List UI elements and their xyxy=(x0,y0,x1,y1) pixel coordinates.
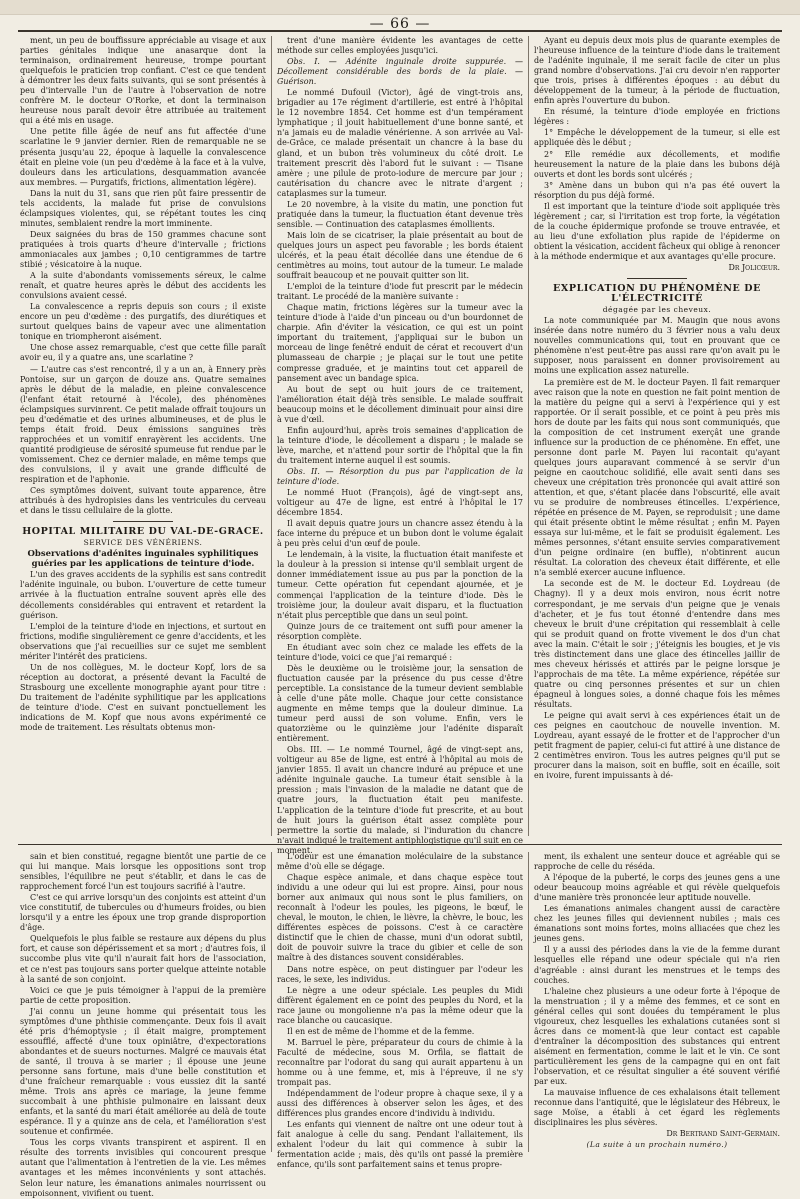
paragraph: La première est de M. le docteur Payen. Il fait remarquer avec raison que la note en question ne fait point mention de la matière du peigne qui a servi à l'expérience qui y est rapportée. Or il serait possible, et ce point à peu près mis hors de doute par les faits qui nous sont communiqués, que la composition de cet instrument exerçât une grande influence sur la production de ce phénomène. En effet, une personne dont parle M. Payen lui racontait qu'ayant quelques jours auparavant commencé à se servir d'un peigne en caoutchouc solidifié, elle avait senti dans ses cheveux une crépitation très prononcée qui avait attiré son attention, et que, s'étant placée dans l'obscurité, elle avait vu se produire de nombreuses étincelles. L'expérience, répétée en présence de M. Payen, se reproduisit ; une dame qui était présente obtint le même résultat ; enfin M. Payen essaya sur lui-même, et le fait se produisit également. Les mêmes personnes, s'étant ensuite servies comparativement d'un peigne ordinaire (en buffle), n'obtinrent aucun résultat. La coloration des cheveux était différente, et elle n'a semblé exercer aucune influence. xyxy=(534,377,780,578)
paragraph: L'emploi de la teinture d'iode fut prescrit par le médecin traitant. Le procédé de la manière suivante : xyxy=(277,282,523,302)
column-3-lower xyxy=(534,852,780,1152)
paragraph: Ces symptômes doivent, suivant toute apparence, être attribués à des hydropisies dans les ventricules du cerveau et dans le tissu cellulaire de la glotte. xyxy=(20,486,266,516)
paragraph: La convalescence a repris depuis son cours ; il existe encore un peu d'œdème : des purgatifs, des diurétiques et surtout quelques bains de vapeur avec une alimentation tonique en triompheront aisément. xyxy=(20,302,266,342)
paragraph: A l'époque de la puberté, le corps des jeunes gens a une odeur beaucoup moins agréable et qui révèle quelquefois d'une manière très prononcée leur aptitude nouvelle. xyxy=(534,873,780,903)
paragraph: En résumé, la teinture d'iode employée en frictions légères : xyxy=(534,107,780,127)
paragraph: Chaque espèce animale, et dans chaque espèce tout individu a une odeur qui lui est propre. Ainsi, pour nous borner aux animaux qui nous sont le plus familiers, on reconnaît à l'odeur les poules, les pigeons, le bœuf, le cheval, le mouton, le chien, le lièvre, la chèvre, le bouc, les différentes espèces de poissons. C'est à ce caractère distinctif que le chien de chasse, muni d'un odorat subtil, doit de pouvoir suivre la trace du gibier et celle de son maître à des distances souvent considérables. xyxy=(277,873,523,963)
column-divider xyxy=(528,36,529,836)
column-3-upper xyxy=(534,36,780,836)
column-1-upper xyxy=(20,36,266,836)
column-divider xyxy=(271,36,272,836)
paragraph: Tous les corps vivants transpirent et aspirent. Il en résulte des torrents invisibles qui concourent presque autant que l'alimentation à l'entretien de la vie. Les mêmes avantages et les mêmes inconvénients y sont attachés. Selon leur nature, les émanations animales nourrissent ou empoisonnent, vivifient ou tuent. xyxy=(20,1138,266,1198)
paragraph: La mauvaise influence de ces exhalaisons était tellement reconnue dans l'antiquité, que le législateur des Hébreux, le sage Moïse, a établi à cet égard les règlements disciplinaires les plus sévères. xyxy=(534,1088,780,1128)
column-1-lower xyxy=(20,852,266,1198)
paragraph: ment, un peu de bouffissure appréciable au visage et aux parties génitales indique une anasarque dont la terminaison, ordinairement heureuse, trompe pourtant quelquefois le praticien trop confiant. C'est ce que tendent à démontrer les deux faits suivants, qui se sont présentés à peu d'intervalle l'un de l'autre à l'observation de notre confrère M. le docteur O'Rorke, et dont la terminaison heureuse nous paraît devoir être attribuée au traitement qui a été mis en usage. xyxy=(20,36,266,126)
paragraph: La seconde est de M. le docteur Ed. Loydreau (de Chagny). Il y a deux mois environ, nous écrit notre correspondant, je me servais d'un peigne que je venais d'acheter, et je fus tout étonné d'entendre dans mes cheveux le bruit d'une crépitation qui ressemblait à celle qui se produit quand on frotte vivement le dos d'un chat avec la main. C'était le soir ; j'éteignis les bougies, et je vis très distinctement dans une glace des étincelles jaillir de mes cheveux hérissés et attirés par le peigne lorsque je l'approchais de ma tête. La même expérience, répétée sur quatre ou cinq personnes présentes et sur un chien épagneul à longues soies, a donné chaque fois les mêmes résultats. xyxy=(534,579,780,709)
paragraph: Il y a aussi des périodes dans la vie de la femme durant lesquelles elle répand une odeur spéciale qui n'a rien d'agréable : ainsi durant les menstrues et le temps des couches. xyxy=(534,945,780,985)
observation-2-title: Obs. II. — Résorption du pus par l'application de la teinture d'iode. xyxy=(277,466,523,487)
paragraph: Il en est de même de l'homme et de la femme. xyxy=(287,1026,475,1036)
column-2-upper xyxy=(277,36,523,855)
paragraph: Le lendemain, à la visite, la fluctuation était manifeste et la douleur à la pression si intense qu'il semblait urgent de donner immédiatement issue au pus par la ponction de la tumeur. Cette opération fut cependant ajournée, et je commençai l'application de la teinture d'iode. Dès le troisième jour, la douleur avait disparu, et la fluctuation n'était plus perceptible que dans un seul point. xyxy=(277,550,523,620)
paragraph: L'emploi de la teinture d'iode en injections, et surtout en frictions, modifie singulièrement ce genre d'accidents, et les observations que j'ai recueillies sur ce sujet me semblent mériter l'intérêt des praticiens. xyxy=(20,621,266,661)
paragraph: trent d'une manière évidente les avantages de cette méthode sur celles employées jusqu'ici. xyxy=(277,36,523,56)
paragraph: Il avait depuis quatre jours un chancre assez étendu à la face interne du prépuce et un bubon dont le volume égalait à peu près celui d'un œuf de poule. xyxy=(277,519,523,549)
paragraph: Chaque matin, frictions légères sur la tumeur avec la teinture d'iode à l'aide d'un pinceau ou d'un bourdonnet de charpie. Afin d'éviter la vésication, ce qui est un point important du traitement, j'appliquai sur le bubon un morceau de linge fenêtré enduit de cérat et recouvert d'un plumasseau de charpie ; je plaçai sur le tout une petite compresse graduée, et je maintins tout cet appareil de pansement avec un bandage spica. xyxy=(277,303,523,383)
paragraph: A la suite d'abondants vomissements séreux, le calme renaît, et quatre heures après le début des accidents les convulsions avaient cessé. xyxy=(20,271,266,301)
paragraph: C'est ce qui arrive lorsqu'un des conjoints est atteint d'un vice constitutif, de tubercules ou d'humeurs froides, ou bien lorsqu'il y a entre les époux une trop grande disproportion d'âge. xyxy=(20,893,266,933)
paragraph: Dans notre espèce, on peut distinguer par l'odeur les races, le sexe, les individus. xyxy=(277,964,523,984)
paragraph: En étudiant avec soin chez ce malade les effets de la teinture d'iode, voici ce que j'ai remarqué : xyxy=(277,642,523,662)
section-rule xyxy=(627,278,687,279)
scan-top-edge xyxy=(0,0,800,15)
section-rule xyxy=(113,521,173,522)
paragraph: ment, ils exhalent une senteur douce et agréable qui se rapproche de celle du réséda. xyxy=(534,852,780,872)
explication-subheading: dégagée par les cheveux. xyxy=(602,305,712,315)
paragraph: Indépendamment de l'odeur propre à chaque sexe, il y a aussi des différences à observer selon les âges, et des différences plus grandes encore d'individu à individu. xyxy=(277,1089,523,1119)
paragraph: Mais loin de se cicatriser, la plaie présentait au bout de quelques jours un aspect peu favorable ; les bords étaient ulcérés, et la peau était décollée dans une étendue de 6 centimètres au moins, tout autour de la tumeur. Le malade souffrait beaucoup et ne pouvait quitter son lit. xyxy=(277,230,523,281)
paragraph: Quelquefois le plus faible se restaure aux dépens du plus fort, et cause son dépérissement et sa mort ; d'autres fois, il succombe plus vite qu'il n'aurait fait hors de l'association, et ce n'est pas toujours sans porter quelque atteinte notable à la santé de son conjoint. xyxy=(20,934,266,984)
paragraph: L'haleine chez plusieurs a une odeur forte à l'époque de la menstruation ; il y a même des femmes, et ce sont en général celles qui sont douées du tempérament le plus vigoureux, chez lesquelles les exhalations cutanées sont si âcres dans ce moment-là que leur contact est capable d'entraîner la décomposition des substances qui entrent aisément en fermentation, comme le lait et le vin. Ce sont particulièrement les gens de la campagne qui en ont fait l'observation, et ce résultat singulier a été souvent vérifié par eux. xyxy=(534,986,780,1087)
paragraph: M. Barruel le père, préparateur du cours de chimie à la Faculté de médecine, sous M. Orfila, se flattait de reconnaître par l'odorat du sang qui aurait appartenu à un homme ou à une femme, et, mis à l'épreuve, il ne s'y trompait pas. xyxy=(277,1037,523,1088)
column-divider xyxy=(271,852,272,1152)
paragraph: Une petite fille âgée de neuf ans fut affectée d'une scarlatine le 9 janvier dernier. Rien de remarquable ne se présenta jusqu'au 22, époque à laquelle la convalescence était en pleine voie (un peu d'œdème à la face et à la vulve, douleurs dans les articulations, desquammation avancée aux membres. — Purgatifs, frictions, alimentation légère). xyxy=(20,127,266,187)
paragraph: Quinze jours de ce traitement ont suffi pour amener la résorption complète. xyxy=(277,621,523,641)
paragraph: Dès le deuxième ou le troisième jour, la sensation de fluctuation causée par la présence du pus cesse d'être perceptible. La consistance de la tumeur devient semblable à celle d'une pâte molle. Chaque jour cette consistance augmente en même temps que la douleur diminue. La tumeur perd aussi de son volume. Enfin, vers le quatorzième ou le quinzième jour l'adénite disparaît entièrement. xyxy=(277,663,523,744)
paragraph: 2° Elle remédie aux décollements, et modifie heureusement la nature de la plaie dans les bubons déjà ouverts et dont les bords sont ulcérés ; xyxy=(534,149,780,179)
paragraph: Il est important que la teinture d'iode soit appliquée très légèrement ; car, si l'irritation est trop forte, la végétation de la couche épidermique profonde se trouve entravée, et au lieu d'une exfoliation plus rapide de l'épiderme on obtient la vésication, accident fâcheux qui oblige à renoncer à la méthode endermique et aux avantages qu'elle procure. xyxy=(534,201,780,261)
paragraph: L'un des graves accidents de la syphilis est sans contredit l'adénite inguinale, ou bubon. L'ouverture de cette tumeur arrivée à la fluctuation entraîne souvent après elle des décollements considérables qui entravent et retardent la guérison. xyxy=(20,570,266,620)
paragraph: Le nommé Dufouil (Victor), âgé de vingt-trois ans, brigadier au 17e régiment d'artillerie, est entré à l'hôpital le 12 novembre 1854. Cet homme est d'un tempérament lymphatique ; il jouit habituellement d'une bonne santé, et n'a jamais eu de maladie vénérienne. A son arrivée au Val-de-Grâce, ce malade présentait un chancre à la base du gland, et un bubon très volumineux du côté droit. Le traitement prescrit dès l'abord fut le suivant : — Tisane amère ; une pilule de proto-iodure de mercure par jour ; cautérisation du chancre avec le nitrate d'argent ; cataplasmes sur la tumeur. xyxy=(277,88,523,198)
paragraph: Obs. III. — Le nommé Tournel, âgé de vingt-sept ans, voltigeur au 85e de ligne, est entré à l'hôpital au mois de janvier 1855. Il avait un chancre induré au prépuce et une adénite inguinale gauche. La tumeur était sensible à la pression ; mais l'invasion de la maladie ne datant que de quatre jours, la fluctuation était peu manifeste. L'application de la teinture d'iode fut prescrite, et au bout de huit jours la guérison était assez complète pour permettre la sortie du malade, si l'induration du chancre n'avait indiqué le traitement antiphlogistique qu'il suit en ce moment. xyxy=(277,745,523,855)
observation-1-title: Obs. I. — Adénite inguinale droite suppurée. — Décollement considérable des bords de la plaie. — Guérison. xyxy=(277,57,523,87)
continued-note: (La suite à un prochain numéro.) xyxy=(586,1140,728,1150)
paragraph: 1° Empêche le développement de la tumeur, si elle est appliquée dès le début ; xyxy=(534,128,780,148)
paragraph: Les émanations animales changent aussi de caractère chez les jeunes filles qui deviennent nubiles ; mais ces émanations sont moins fortes, moins alliacées que chez les jeunes gens. xyxy=(534,904,780,944)
column-divider xyxy=(528,852,529,1152)
author-signature: Dr Jolicœur. xyxy=(728,263,780,273)
header-rule xyxy=(18,30,782,32)
explication-heading: EXPLICATION DU PHÉNOMÈNE DE L'ÉLECTRICITÉ xyxy=(553,283,761,305)
paragraph: Le 20 novembre, à la visite du matin, une ponction fut pratiquée dans la tumeur, la fluctuation étant devenue très sensible. — Continuation des cataplasmes émollients. xyxy=(277,199,523,229)
author-signature: Dr Bertrand Saint-Germain. xyxy=(666,1129,780,1139)
paragraph: Enfin aujourd'hui, après trois semaines d'application de la teinture d'iode, le décollement a disparu ; le malade se lève, marche, et n'attend pour sortir de l'hôpital que la fin du traitement interne auquel il est soumis. xyxy=(277,425,523,465)
service-subheading: SERVICE DES VÉNÉRIENS. xyxy=(83,538,203,548)
feuilleton-rule xyxy=(18,844,782,845)
paragraph: Le nègre a une odeur spéciale. Les peuples du Midi diffèrent également en ce point des peuples du Nord, et la race jaune ou mongolienne n'a pas la même odeur que la race blanche ou caucasique. xyxy=(277,985,523,1025)
paragraph: Le peigne qui avait servi à ces expériences était un de ces peignes en caoutchouc de nouvelle invention. M. Loydreau, ayant essayé de le frotter et de l'approcher d'un petit fragment de papier, celui-ci fut attiré à une distance de 2 centimètres environ. Tous les autres peignes qu'il put se procurer dans la maison, soit en buffle, soit en écaille, soit en ivoire, furent impuissants à dé- xyxy=(534,711,780,781)
paragraph: Dans la nuit du 31, sans que rien pût faire pressentir de tels accidents, la malade fut prise de convulsions éclampsiques violentes, qui, se répétant toutes les cinq minutes, semblaient rendre la mort imminente. xyxy=(20,188,266,228)
paragraph: Une chose assez remarquable, c'est que cette fille paraît avoir eu, il y a quatre ans, une scarlatine ? xyxy=(20,343,266,363)
paragraph: Les enfants qui viennent de naître ont une odeur tout à fait analogue à celle du sang. Pendant l'allaitement, ils exhalent l'odeur du lait qui commence à subir la fermentation acide ; mais, dès qu'ils ont passé la première enfance, qu'ils sont parfaitement sains et tenus propre- xyxy=(277,1120,523,1170)
paragraph: J'ai connu un jeune homme qui présentait tous les symptômes d'une phthisie commençante. Deux fois il avait été pris d'hémoptysie ; il était maigre, promptement essoufflé, affecté d'une toux opiniâtre, d'expectorations abondantes et de sueurs nocturnes. Malgré ce mauvais état de santé, il trouva à se marier ; il épouse une jeune personne sans fortune, mais d'une belle constitution et d'une fraîcheur remarquable : vous eussiez dit la santé même. Trois ans après ce mariage, la jeune femme succombait à une phthisie pulmonaire en laissant deux enfants, et la santé du mari était améliorée au delà de toute espérance. Il y a quinze ans de cela, et l'amélioration s'est soutenue et confirmée. xyxy=(20,1006,266,1137)
column-2-lower xyxy=(277,852,523,1170)
observations-title: Observations d'adénites inguinales syphilitiques guéries par les applications de teinture d'iode. xyxy=(27,549,259,570)
paragraph: Deux saignées du bras de 150 grammes chacune sont pratiquées à trois quarts d'heure d'intervalle ; frictions ammoniacales aux jambes ; 0,10 centigrammes de tartre stibié ; vésicatoire à la nuque. xyxy=(20,229,266,270)
paragraph: L'odeur est une émanation moléculaire de la substance même d'où elle se dégage. xyxy=(277,852,523,872)
paragraph: Voici ce que je puis témoigner à l'appui de la première partie de cette proposition. xyxy=(20,985,266,1005)
paragraph: sain et bien constitué, regagne bientôt une partie de ce qui lui manque. Mais lorsque les oppositions sont trop sensibles, l'équilibre ne peut s'établir, et dans le cas de rapprochement forcé l'un est toujours sacrifié à l'autre. xyxy=(20,852,266,892)
paragraph: La note communiquée par M. Maugin que nous avons insérée dans notre numéro du 3 février nous a valu deux nouvelles communications qui, tout en prouvant que ce phénomène n'est peut-être pas aussi rare qu'on avait pu le supposer, nous paraissent en donner provisoirement au moins une explication assez naturelle. xyxy=(534,316,780,376)
paragraph: Un de nos collègues, M. le docteur Kopf, lors de sa réception au doctorat, a présenté devant la Faculté de Strasbourg une excellente monographie ayant pour titre : Du traitement de l'adénite syphilitique par les applications de teinture d'iode. C'est en suivant ponctuellement les indications de M. Kopf que nous avons expérimenté ce mode de traitement. Les résultats obtenus mon- xyxy=(20,662,266,733)
paragraph: Au bout de sept ou huit jours de ce traitement, l'amélioration était déjà très sensible. Le malade souffrait beaucoup moins et le décollement diminuait pour ainsi dire à vue d'œil. xyxy=(277,384,523,424)
hospital-heading: HOPITAL MILITAIRE DU VAL-DE-GRACE. xyxy=(22,526,264,538)
page-number: — 66 — xyxy=(369,16,431,32)
paragraph: Ayant eu depuis deux mois plus de quarante exemples de l'heureuse influence de la teinture d'iode dans le traitement de l'adénite inguinale, il me serait facile de citer un plus grand nombre d'observations. J'ai cru devoir n'en rapporter que trois, prises à différentes époques : au début du développement de la tumeur, à la période de fluctuation, enfin après l'ouverture du bubon. xyxy=(534,36,780,106)
paragraph: — L'autre cas s'est rencontré, il y a un an, à Ennery près Pontoise, sur un garçon de douze ans. Quatre semaines après le début de la maladie, en pleine convalescence (l'enfant était retourné à l'école), des phénomènes éclampsiques survinrent. Ce petit malade offrait toujours un peu d'œdématie et des urines albumineuses, et de plus le temps était froid. Deux émissions sanguines très rapprochées et un vomitif enrayèrent les accidents. Une quantité prodigieuse de sérosité spumeuse fut rendue par le vomissement. Chez ce dernier malade, en même temps que des convulsions, il y avait une grande difficulté de respiration et de l'aphonie. xyxy=(20,364,266,485)
paragraph: Le nommé Huot (François), âgé de vingt-sept ans, voltigeur au 47e de ligne, est entré à l'hôpital le 17 décembre 1854. xyxy=(277,488,523,518)
paragraph: 3° Amène dans un bubon qui n'a pas été ouvert la résorption du pus déjà formé. xyxy=(534,180,780,200)
